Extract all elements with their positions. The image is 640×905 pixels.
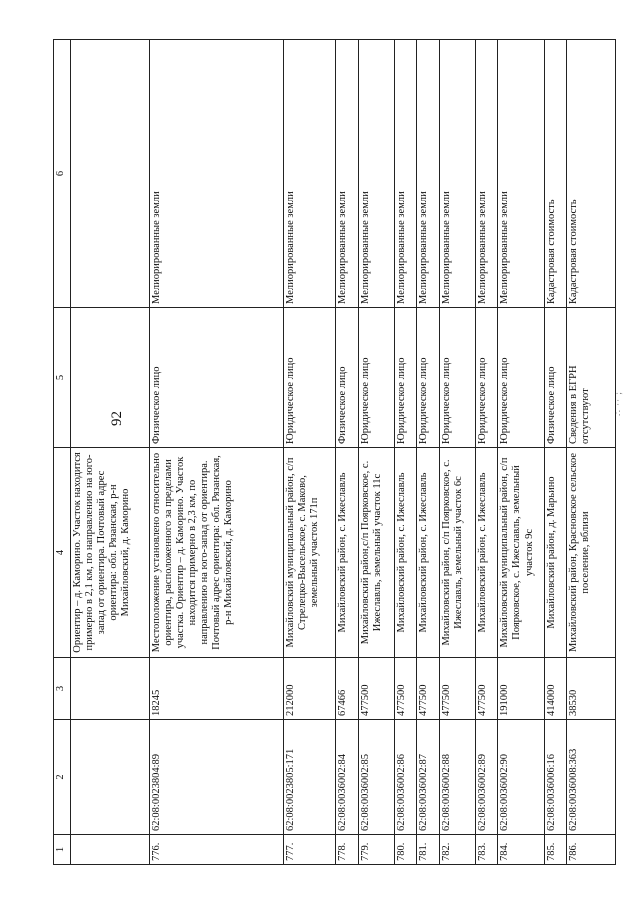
table-row: [150, 40, 284, 865]
plot-address: Михайловский район, с. Ижеславль: [417, 448, 439, 658]
plot-address: Михайловский муниципальный район, с/п Поярковское, с. Ижеславль, земельный участок 9с: [498, 448, 545, 658]
owner-type: Юридическое лицо: [358, 308, 394, 448]
plot-address: Михайловский район, с/п Поярковское, с. Ижеславль, земельный участок 6с: [439, 448, 475, 658]
owner-type: Юридическое лицо: [283, 308, 336, 448]
table-body: [71, 40, 616, 865]
row-number: 781.: [417, 835, 439, 865]
header-col-4: 4: [54, 448, 71, 658]
header-col-3: 3: [54, 658, 71, 720]
table-row: [417, 40, 439, 865]
plot-address: Местоположение установлено относительно ориентира, расположенного за пределами участка. Ориентир – д. Каморино. Участок находится примерно в 2,3 км, по направлению на юго-запад от ориентира. Почтовый адрес ориентира: обл. Рязанская, р-н Михайловский, д. Каморино: [150, 448, 284, 658]
plot-area: 67466: [336, 658, 358, 720]
plot-area: 212000: [283, 658, 336, 720]
cadastral-number: 62:08:0036002:89: [476, 720, 498, 835]
page-number: 92: [109, 411, 125, 426]
table-header-row: [54, 40, 71, 865]
owner-type: [71, 308, 150, 448]
owner-type: Юридическое лицо: [476, 308, 498, 448]
plot-address: Михайловский муниципальный район, с/п Стрелецко-Высельское, с. Маково, земельный участок 171п: [283, 448, 336, 658]
header-col-2: 2: [54, 720, 71, 835]
plot-area: 414000: [545, 658, 567, 720]
row-number: 782.: [439, 835, 475, 865]
header-col-5: 5: [54, 308, 71, 448]
table-row: [358, 40, 394, 865]
plot-area: 38530: [567, 658, 616, 720]
table-row: [395, 40, 417, 865]
row-number: 780.: [395, 835, 417, 865]
land-category: Мелиорированные земли: [417, 40, 439, 308]
cadastral-number: 62:08:0036002:86: [395, 720, 417, 835]
plot-address: Ориентир – д. Каморино. Участок находится примерно в 2,1 км, по направлению на юго-запад от ориентира. Почтовый адрес ориентира: обл. Рязанская, р-н Михайловский, д. Каморино: [71, 448, 150, 658]
table-row: [545, 40, 567, 865]
owner-type: Физическое лицо: [545, 308, 567, 448]
owner-type: Юридическое лицо: [417, 308, 439, 448]
table-row: [476, 40, 498, 865]
table-row: [439, 40, 475, 865]
row-number: 784.: [498, 835, 545, 865]
land-category: [71, 40, 150, 308]
plot-area: 191000: [498, 658, 545, 720]
land-category: Мелиорированные земли: [358, 40, 394, 308]
row-number: 779.: [358, 835, 394, 865]
plot-area: 477500: [476, 658, 498, 720]
cadastral-number: 62:08:0036008:363: [567, 720, 616, 835]
cadastral-number: 62:08:0036002:85: [358, 720, 394, 835]
table-row: [567, 40, 616, 865]
table-row: [498, 40, 545, 865]
plot-address: Михайловский район, с. Ижеславль: [336, 448, 358, 658]
row-number: 785.: [545, 835, 567, 865]
document-table-wrapper: [53, 40, 616, 865]
plot-address: Михайловский район,с/п Поярковское, с. Ижеславль, земельный участок 11с: [358, 448, 394, 658]
land-category: Мелиорированные земли: [395, 40, 417, 308]
owner-type: Юридическое лицо: [395, 308, 417, 448]
owner-type: Юридическое лицо: [439, 308, 475, 448]
header-col-6: 6: [54, 40, 71, 308]
cadastral-number: 62:08:0023805:171: [283, 720, 336, 835]
cadastral-number: 62:08:0036002:87: [417, 720, 439, 835]
table-row: [71, 40, 150, 865]
rotated-table-container: [53, 40, 616, 865]
owner-type: Физическое лицо: [150, 308, 284, 448]
plot-address: Михайловский район, с. Ижеславль: [395, 448, 417, 658]
row-number: 783.: [476, 835, 498, 865]
land-category: Мелиорированные земли: [498, 40, 545, 308]
cadastral-number: 62:08:0036002:90: [498, 720, 545, 835]
row-number: 777.: [283, 835, 336, 865]
plot-address: Михайловский район, д. Марьино: [545, 448, 567, 658]
row-number: [71, 835, 150, 865]
cadastral-number: 62:08:0023804:89: [150, 720, 284, 835]
land-category: Кадастровая стоимость: [545, 40, 567, 308]
plot-address: Михайловский район, с. Ижеславль: [476, 448, 498, 658]
owner-type: Юридическое лицо: [498, 308, 545, 448]
plot-area: 477500: [358, 658, 394, 720]
land-category: Мелиорированные земли: [283, 40, 336, 308]
land-plots-table: [53, 39, 616, 865]
plot-area: 477500: [417, 658, 439, 720]
plot-area: [71, 658, 150, 720]
header-col-1: 1: [54, 835, 71, 865]
land-category: Кадастровая стоимость: [567, 40, 616, 308]
table-row: [336, 40, 358, 865]
margin-mark: ∴ ·· ;: [612, 391, 623, 416]
land-category: Мелиорированные земли: [439, 40, 475, 308]
row-number: 786.: [567, 835, 616, 865]
plot-area: 18245: [150, 658, 284, 720]
cadastral-number: 62:08:0036002:84: [336, 720, 358, 835]
cadastral-number: 62:08:0036002:88: [439, 720, 475, 835]
row-number: 778.: [336, 835, 358, 865]
plot-area: 477500: [439, 658, 475, 720]
row-number: 776.: [150, 835, 284, 865]
land-category: Мелиорированные земли: [150, 40, 284, 308]
cadastral-number: [71, 720, 150, 835]
plot-address: Михайловский район, Красновское сельское поселение, вблизи: [567, 448, 616, 658]
land-category: Мелиорированные земли: [336, 40, 358, 308]
cadastral-number: 62:08:0036006:16: [545, 720, 567, 835]
land-category: Мелиорированные земли: [476, 40, 498, 308]
plot-area: 477500: [395, 658, 417, 720]
table-row: [283, 40, 336, 865]
owner-type: Сведения в ЕГРН отсутствуют: [567, 308, 616, 448]
owner-type: Физическое лицо: [336, 308, 358, 448]
